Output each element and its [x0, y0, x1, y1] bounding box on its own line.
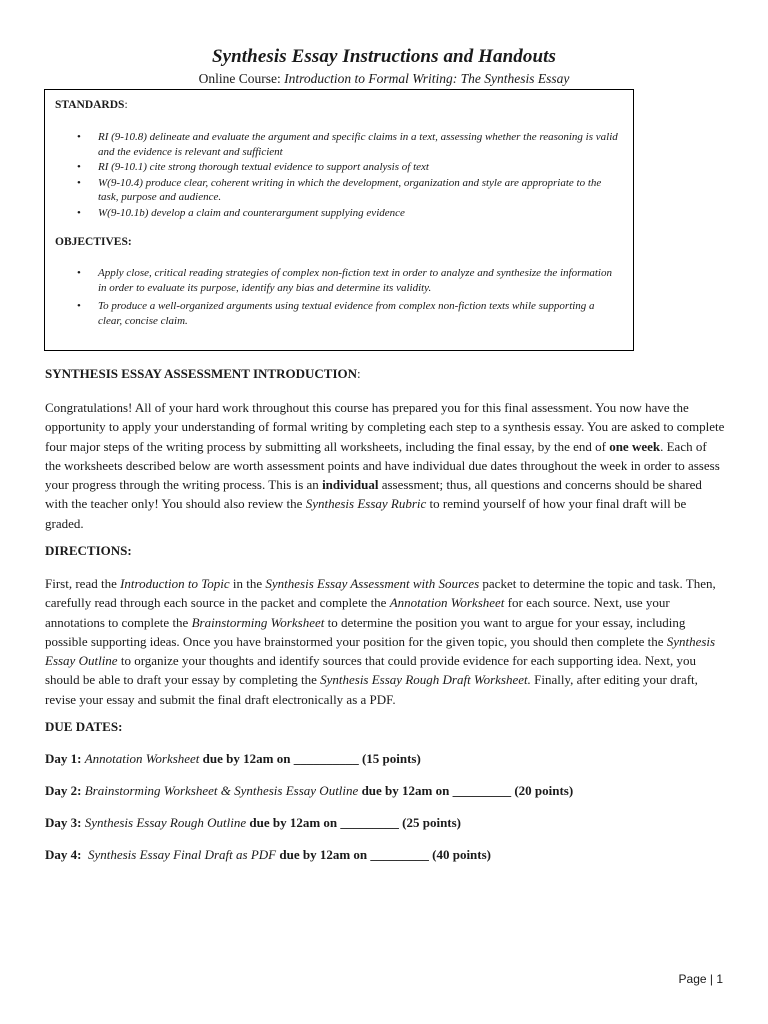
directions-paragraph: First, read the Introduction to Topic in the Synthesis Essay Assessment with Sources packet to determine the topic and task. Then, carefully read through each source in the packet and complete the Annotation Worksheet for each source. Next, use your annotations to complete the Brainstorming Worksheet to determine the position you want to argue for your essay, including possible supporting ideas. Once you have brainstormed your position for the given topic, you should then complete the Synthesis Essay Outline to organize your thoughts and identify sources that could provide evidence for each supporting idea. Next, you should be able to draft your essay by completing the Synthesis Essay Rough Draft Worksheet. Finally, after editing your draft, revise your essay and submit the final draft electronically as a PDF.: [45, 576, 716, 707]
due-date-item: Day 4: Synthesis Essay Final Draft as PDF due by 12am on _________ (40 points): [45, 847, 491, 862]
due-date-item: Day 1: Annotation Worksheet due by 12am on __________ (15 points): [45, 751, 421, 766]
intro-paragraph: Congratulations! All of your hard work throughout this course has prepared you for this final assessment. You now have the opportunity to apply your understanding of formal writing by completing each step to a synthesis essay. You are asked to complete four major steps of the writing process by submitting all worksheets, including the final essay, by the end of one week. Each of the worksheets described below are worth assessment points and have individual due dates throughout the week in order to assess your progress through the writing process. This is an individual assessment; thus, all questions and concerns should be shared with the teacher only! You should also review the Synthesis Essay Rubric to remind yourself of how your final draft will be graded.: [45, 400, 725, 531]
standard-item: • W(9-10.1b) develop a claim and counterargument supplying evidence: [77, 206, 405, 219]
bullet-icon: •: [77, 131, 81, 143]
directions-heading: DIRECTIONS:: [45, 543, 132, 558]
due-dates-heading: DUE DATES:: [45, 719, 123, 734]
bullet-icon: •: [77, 206, 81, 219]
bullet-icon: •: [77, 161, 81, 173]
standard-item: • W(9-10.4) produce clear, coherent writing in which the development, organization and style are appropriate to the task, purpose and audience.: [77, 176, 602, 203]
bullet-icon: •: [77, 267, 81, 279]
due-date-item: Day 2: Brainstorming Worksheet & Synthesis Essay Outline due by 12am on _________ (20 points): [45, 783, 574, 798]
objective-item: • Apply close, critical reading strategies of complex non-fiction text in order to analyze and synthesize the information in order to evaluate its purpose, identify any bias and determine its validity.: [77, 267, 612, 294]
intro-heading: SYNTHESIS ESSAY ASSESSMENT INTRODUCTION:: [45, 366, 361, 381]
standards-heading: STANDARDS:: [55, 99, 128, 111]
objective-item: • To produce a well-organized arguments using textual evidence from complex non-fiction texts while supporting a clear, concise claim.: [77, 300, 595, 327]
course-name: Introduction to Formal Writing: The Synthesis Essay: [284, 71, 570, 86]
subtitle-prefix: Online Course:: [198, 71, 285, 86]
standards-list: [55, 130, 620, 221]
standard-item: • RI (9-10.8) delineate and evaluate the argument and specific claims in a text, assessing whether the reasoning is valid and the evidence is relevant and sufficient: [77, 131, 618, 158]
document-subtitle: [0, 71, 768, 87]
bullet-icon: •: [77, 176, 81, 189]
page-number: Page | 1: [678, 972, 723, 986]
standards-objectives-box: [44, 89, 634, 351]
objectives-heading: OBJECTIVES:: [55, 236, 132, 248]
objectives-list: [55, 266, 620, 329]
standard-item: • RI (9-10.1) cite strong thorough textual evidence to support analysis of text: [77, 161, 429, 173]
due-date-item: Day 3: Synthesis Essay Rough Outline due by 12am on _________ (25 points): [45, 815, 462, 830]
document-title: Synthesis Essay Instructions and Handouts: [211, 46, 557, 67]
bullet-icon: •: [77, 300, 81, 312]
